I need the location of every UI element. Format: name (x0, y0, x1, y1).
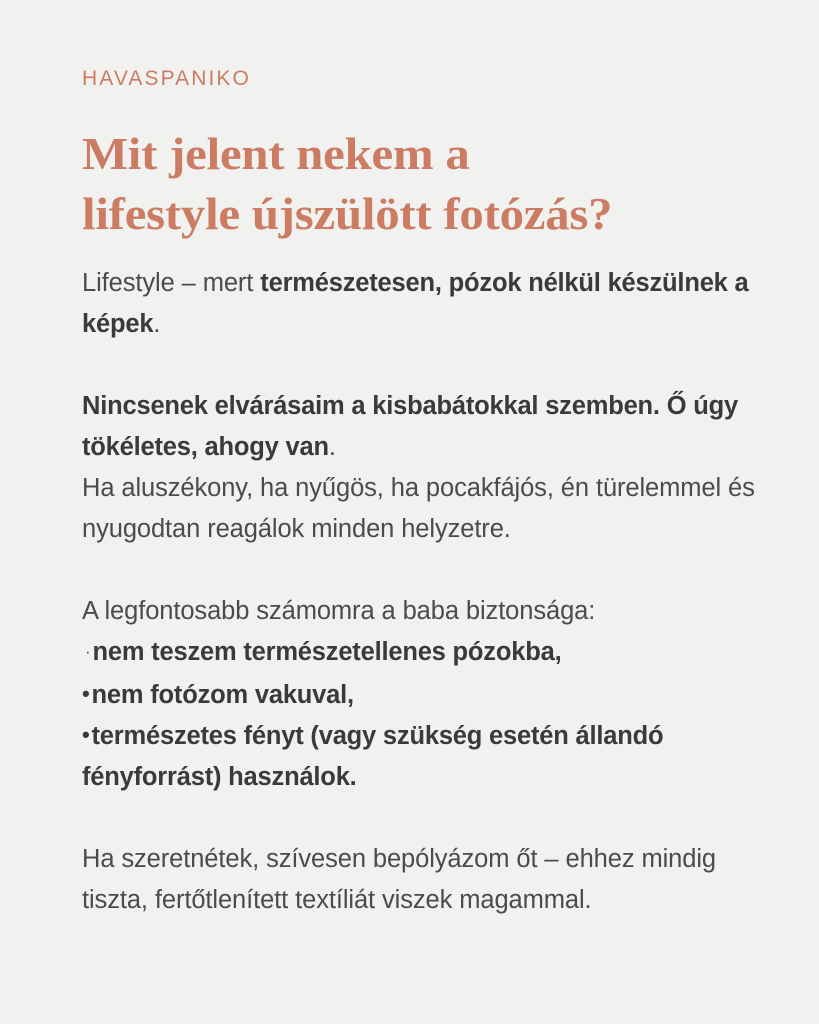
list-item-label: természetes fényt (vagy szükség esetén állandó fényforrást) használok. (82, 722, 664, 791)
paragraph-expectations-tail: . (328, 433, 336, 461)
bullet-dot-icon: • (82, 722, 90, 747)
list-item-label: nem fotózom vakuval, (91, 681, 354, 709)
list-item-label: nem teszem természetellenes pózokba, (92, 638, 562, 666)
page-title-line-2: lifestyle újszülött fotózás? (82, 188, 613, 239)
paragraph-gap-1 (82, 345, 762, 386)
paragraph-patience: Ha aluszékony, ha nyűgös, ha pocakfájós, én türelemmel és nyugodtan reagálok minden helyzetre. (82, 474, 755, 543)
paragraph-intro-emphasis: természetesen, pózok nélkül készülnek a képek (82, 269, 749, 338)
paragraph-gap-2 (82, 550, 762, 591)
paragraph-intro (82, 263, 762, 345)
safety-bullet-list (82, 632, 762, 798)
bullet-dot-icon: • (82, 681, 90, 706)
list-item (82, 716, 762, 798)
paragraph-swaddle: Ha szeretnétek, szívesen bepólyázom őt – ehhez mindig tiszta, fertőtlenített textíliát viszek magammal. (82, 845, 716, 914)
paragraph-safety-intro: A legfontosabb számomra a baba biztonsága: (82, 597, 596, 625)
body-copy (82, 263, 762, 921)
paragraph-expectations-emphasis: Nincsenek elvárásaim a kisbabátokkal szemben. Ő úgy tökéletes, ahogy van (82, 392, 738, 461)
bullet-dot-icon: · (85, 642, 91, 661)
brand-kicker: HAVASPANIKO (82, 67, 251, 90)
paragraph-gap-3 (82, 798, 762, 839)
paragraph-expectations (82, 386, 762, 468)
page-title (82, 124, 742, 244)
list-item (82, 632, 762, 675)
list-item (82, 675, 762, 716)
page-title-line-1: Mit jelent nekem a (82, 128, 470, 179)
paragraph-intro-lead: Lifestyle – mert (82, 269, 261, 297)
paragraph-intro-tail: . (153, 310, 161, 338)
